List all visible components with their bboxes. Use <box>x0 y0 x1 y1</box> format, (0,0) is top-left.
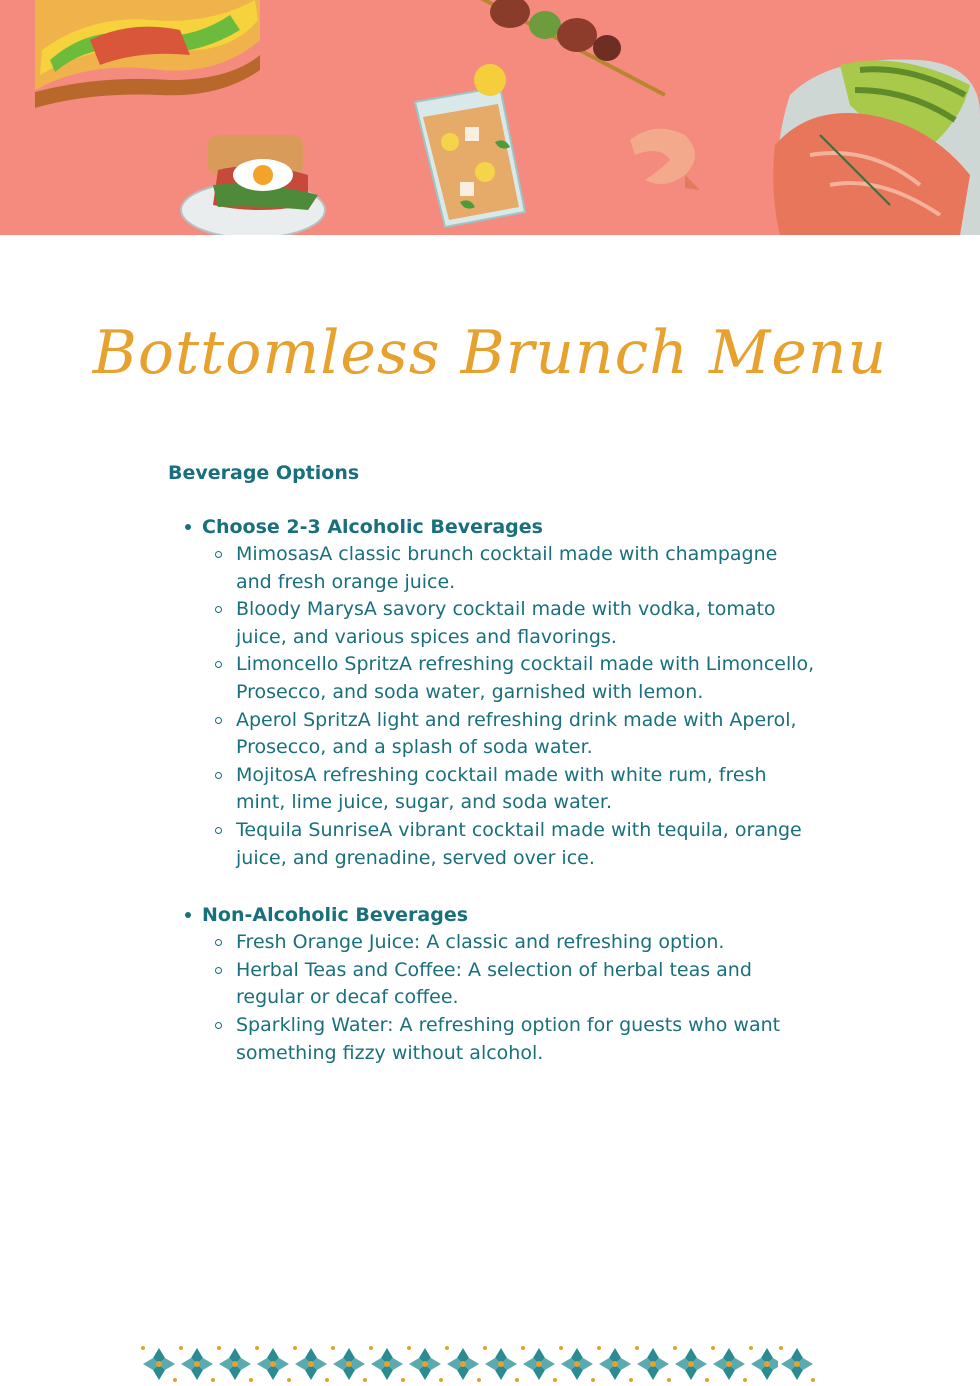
list-item: Fresh Orange Juice: A classic and refreshing option. <box>202 929 818 957</box>
list-item: Limoncello SpritzA refreshing cocktail made with Limoncello, Prosecco, and soda water, garnished with lemon. <box>202 651 818 706</box>
sandwich-illustration <box>30 0 265 110</box>
group-label: Choose 2-3 Alcoholic Beverages <box>202 516 543 538</box>
list-item: Aperol SpritzA light and refreshing drink made with Aperol, Prosecco, and a splash of soda water. <box>202 707 818 762</box>
section-heading: Beverage Options <box>168 462 360 484</box>
list-item: Bloody MarysA savory cocktail made with vodka, tomato juice, and various spices and flavorings. <box>202 596 818 651</box>
salmon-avocado-illustration <box>770 55 980 235</box>
list-item: Tequila SunriseA vibrant cocktail made with tequila, orange juice, and grenadine, served over ice. <box>202 817 818 872</box>
alcoholic-items <box>202 541 818 872</box>
beverage-groups <box>168 514 818 1067</box>
shrimp-illustration <box>615 120 705 195</box>
list-item: MimosasA classic brunch cocktail made with champagne and fresh orange juice. <box>202 541 818 596</box>
non-alcoholic-items <box>202 929 818 1067</box>
page-title: Bottomless Brunch Menu <box>92 318 888 388</box>
group-alcoholic <box>168 514 818 872</box>
waffle-egg-illustration <box>178 125 343 235</box>
list-item: Herbal Teas and Coffee: A selection of herbal teas and regular or decaf coffee. <box>202 957 818 1012</box>
list-item: MojitosA refreshing cocktail made with white rum, fresh mint, lime juice, sugar, and soda water. <box>202 762 818 817</box>
group-label: Non-Alcoholic Beverages <box>202 904 469 927</box>
header-banner <box>0 0 980 235</box>
menu-content <box>168 462 818 1097</box>
list-item: Sparkling Water: A refreshing option for guests who want something fizzy without alcohol. <box>202 1012 818 1067</box>
decorative-tile-border <box>140 1345 816 1383</box>
group-non-alcoholic <box>168 902 818 1067</box>
iced-tea-illustration <box>405 62 530 232</box>
